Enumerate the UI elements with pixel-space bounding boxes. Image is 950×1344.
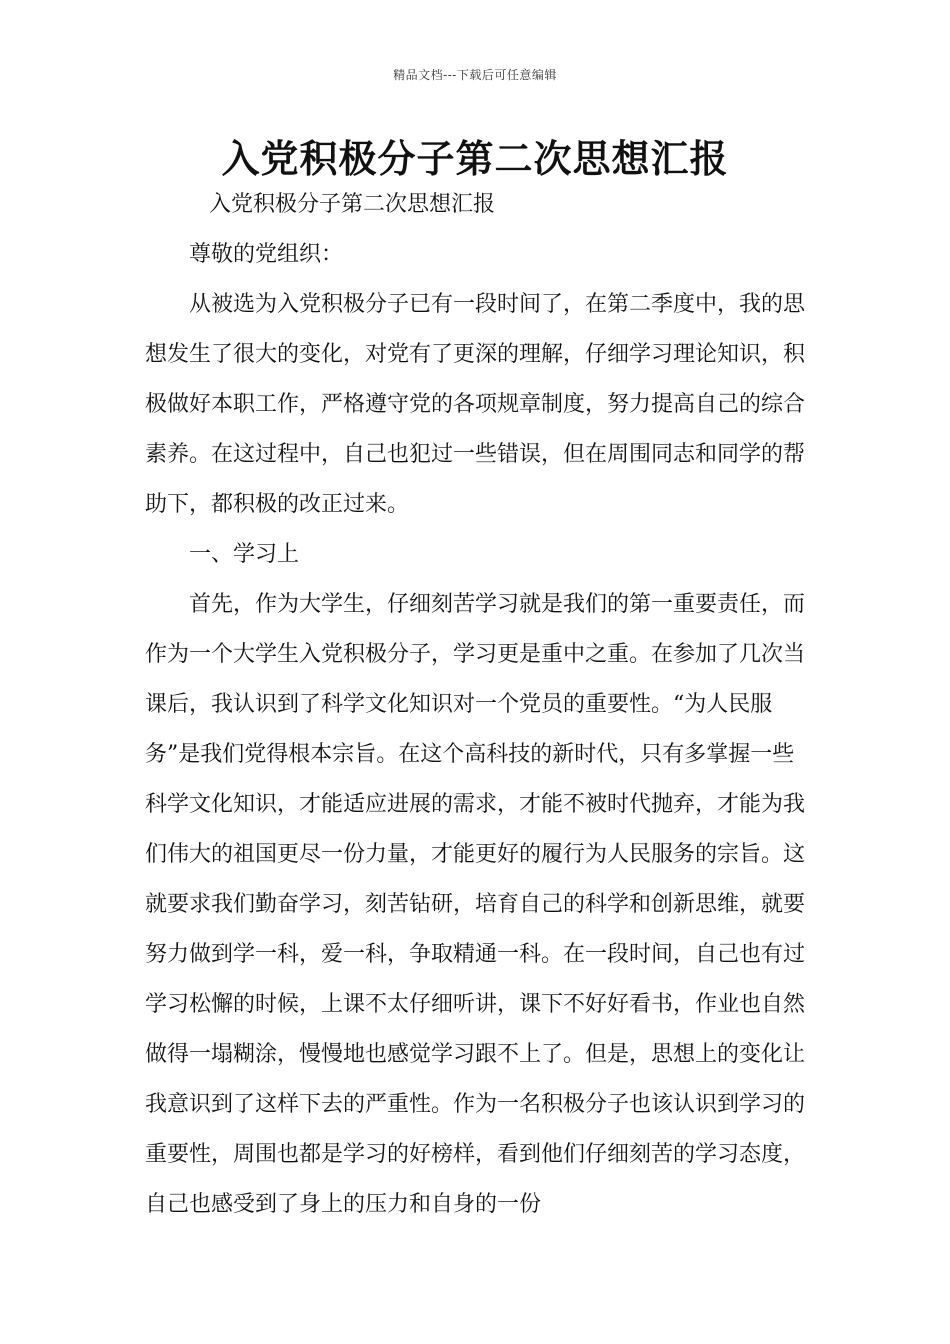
- paragraph-study: 首先，作为大学生，仔细刻苦学习就是我们的第一重要责任，而作为一个大学生入党积极分子，学习更是重中之重。在参加了几次当课后，我认识到了科学文化知识对一个党员的重要性。“为人民服务”是我们党得根本宗旨。在这个高科技的新时代，只有多掌握一些科学文化知识，才能适应进展的需求，才能不被时代抛弃，才能为我们伟大的祖国更尽一份力量，才能更好的履行为人民服务的宗旨。这就要求我们勤奋学习，刻苦钻研，培育自己的科学和创新思维，就要努力做到学一科，爱一科，争取精通一科。在一段时间，自己也有过学习松懈的时候，上课不太仔细听讲，课下不好好看书，作业也自然做得一塌糊涂，慢慢地也感觉学习跟不上了。但是，思想上的变化让我意识到了这样下去的严重性。作为一名积极分子也该认识到学习的重要性，周围也都是学习的好榜样，看到他们仔细刻苦的学习态度，自己也感受到了身上的压力和自身的一份: [145, 592, 806, 1217]
- paragraph-intro: 从被选为入党积极分子已有一段时间了，在第二季度中，我的思想发生了很大的变化，对党有了更深的理解，仔细学习理论知识，积极做好本职工作，严格遵守党的各项规章制度，努力提高自己的综合素养。在这过程中，自己也犯过一些错误，但在周围同志和同学的帮助下，都积极的改正过来。: [145, 292, 806, 517]
- section-heading-study: 一、学习上: [189, 542, 300, 567]
- salutation: 尊敬的党组织：: [189, 242, 344, 267]
- document-subtitle: 入党积极分子第二次思想汇报: [209, 192, 496, 217]
- document-body: [145, 180, 815, 1230]
- page-header-note: 精品文档---下载后可任意编辑: [393, 68, 557, 82]
- document-title: 入党积极分子第二次思想汇报: [221, 137, 729, 181]
